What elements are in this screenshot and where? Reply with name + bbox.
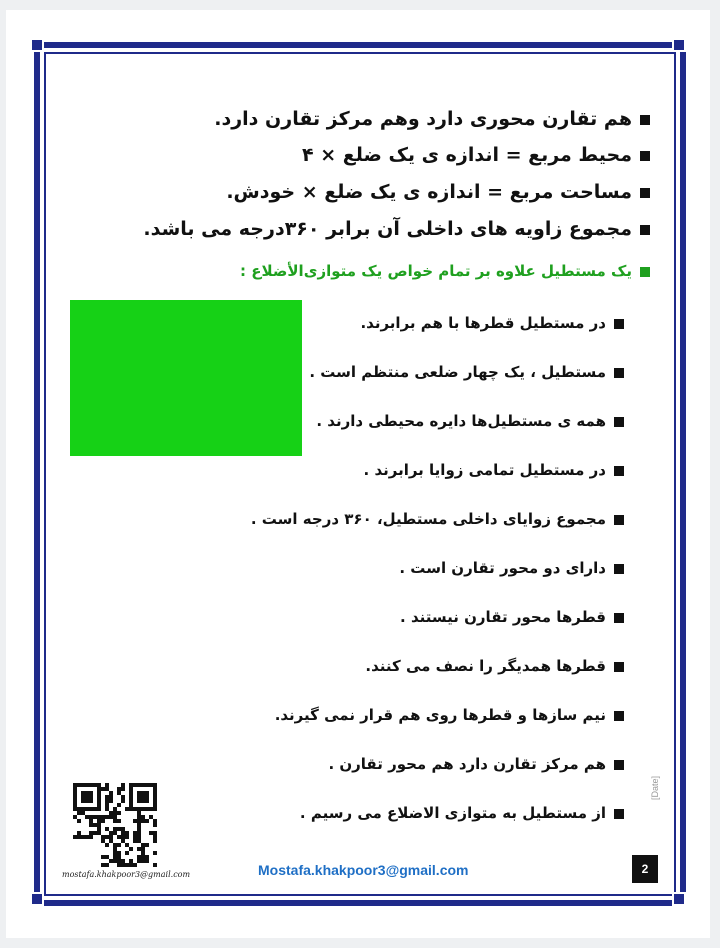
corner-ornament: [30, 38, 44, 52]
property-text: مستطیل ، یک چهار ضلعی منتظم است .: [309, 363, 606, 381]
bullet-icon: [640, 267, 650, 277]
bullet-icon: [614, 515, 624, 525]
qr-module: [77, 819, 81, 823]
corner-ornament: [672, 38, 686, 52]
bullet-icon: [614, 662, 624, 672]
qr-module: [89, 799, 93, 803]
qr-module: [105, 863, 109, 867]
qr-module: [97, 807, 101, 811]
property-text: هم مرکز تقارن دارد هم محور تقارن .: [328, 755, 606, 773]
rectangle-property: [251, 510, 624, 528]
qr-module: [117, 819, 121, 823]
qr-module: [89, 835, 93, 839]
qr-module: [121, 787, 125, 791]
bullet-icon: [640, 188, 650, 198]
bullet-icon: [614, 613, 624, 623]
section-heading-text: یک مستطیل علاوه بر تمام خواص یک متوازی‌الأضلاع :: [240, 262, 632, 280]
qr-module: [145, 859, 149, 863]
rectangle-property: [399, 559, 624, 577]
section-heading: [240, 262, 650, 280]
rectangle-property: [400, 608, 624, 626]
qr-module: [153, 823, 157, 827]
bullet-icon: [614, 711, 624, 721]
page-number: 2: [632, 855, 658, 883]
qr-module: [153, 851, 157, 855]
rectangle-property: [316, 412, 624, 430]
property-text: مساحت مربع = اندازه ی یک ضلع × خودش.: [226, 181, 632, 203]
property-text: قطرها همدیگر را نصف می کنند.: [365, 657, 606, 675]
author-email: Mostafa.khakpoor3@gmail.com: [258, 862, 469, 878]
qr-module: [105, 843, 109, 847]
property-text: محیط مربع = اندازه ی یک ضلع × ۴: [301, 144, 632, 166]
green-rectangle-figure: [70, 300, 302, 456]
qr-module: [153, 863, 157, 867]
qr-caption: mostafa.khakpoor3@gmail.com: [62, 870, 191, 879]
bullet-icon: [614, 564, 624, 574]
property-text: نیم سازها و قطرها روی هم قرار نمی گیرند.: [274, 706, 606, 724]
rectangle-property: [364, 461, 624, 479]
property-text: در مستطیل تمامی زوایا برابرند .: [363, 461, 606, 479]
square-property-3: [226, 181, 650, 203]
qr-module: [153, 839, 157, 843]
qr-module: [109, 799, 113, 803]
qr-module: [101, 819, 105, 823]
bullet-icon: [614, 319, 624, 329]
bullet-icon: [614, 368, 624, 378]
square-property-2: [302, 144, 650, 166]
qr-module: [145, 819, 149, 823]
square-property-4: [143, 218, 650, 240]
property-text: همه ی مستطیل‌ها دایره محیطی دارند .: [316, 412, 606, 430]
qr-module: [121, 799, 125, 803]
qr-code-icon: [72, 782, 158, 868]
property-text: مجموع زوایای داخلی مستطیل، ۳۶۰ درجه است .: [250, 510, 606, 528]
bullet-icon: [614, 466, 624, 476]
rectangle-property: [360, 314, 624, 332]
rectangle-property: [365, 657, 624, 675]
date-placeholder: [Date]: [650, 775, 660, 800]
rectangle-property: [328, 755, 624, 773]
qr-module: [133, 863, 137, 867]
qr-module: [125, 835, 129, 839]
corner-ornament: [30, 892, 44, 906]
property-text: از مستطیل به متوازی الاضلاع می رسیم .: [299, 804, 606, 822]
rectangle-property: [300, 804, 624, 822]
qr-module: [153, 807, 157, 811]
corner-ornament: [672, 892, 686, 906]
property-text: قطرها محور تقارن نیستند .: [400, 608, 606, 626]
qr-module: [117, 811, 121, 815]
qr-module: [129, 847, 133, 851]
bullet-icon: [640, 225, 650, 235]
qr-module: [117, 843, 121, 847]
bullet-icon: [614, 809, 624, 819]
bullet-icon: [640, 151, 650, 161]
square-property-1: [214, 108, 650, 130]
qr-module: [145, 799, 149, 803]
rectangle-property: [309, 363, 624, 381]
property-text: دارای دو محور تقارن است .: [399, 559, 606, 577]
qr-module: [117, 803, 121, 807]
qr-module: [125, 851, 129, 855]
property-text: هم تقارن محوری دارد وهم مرکز تقارن دارد.: [214, 108, 632, 130]
rectangle-property: [275, 706, 624, 724]
bullet-icon: [614, 417, 624, 427]
property-text: مجموع زاویه های داخلی آن برابر ۳۶۰درجه می باشد.: [143, 218, 632, 240]
bullet-icon: [640, 115, 650, 125]
property-text: در مستطیل قطرها با هم برابرند.: [360, 314, 606, 332]
qr-module: [145, 843, 149, 847]
bullet-icon: [614, 760, 624, 770]
